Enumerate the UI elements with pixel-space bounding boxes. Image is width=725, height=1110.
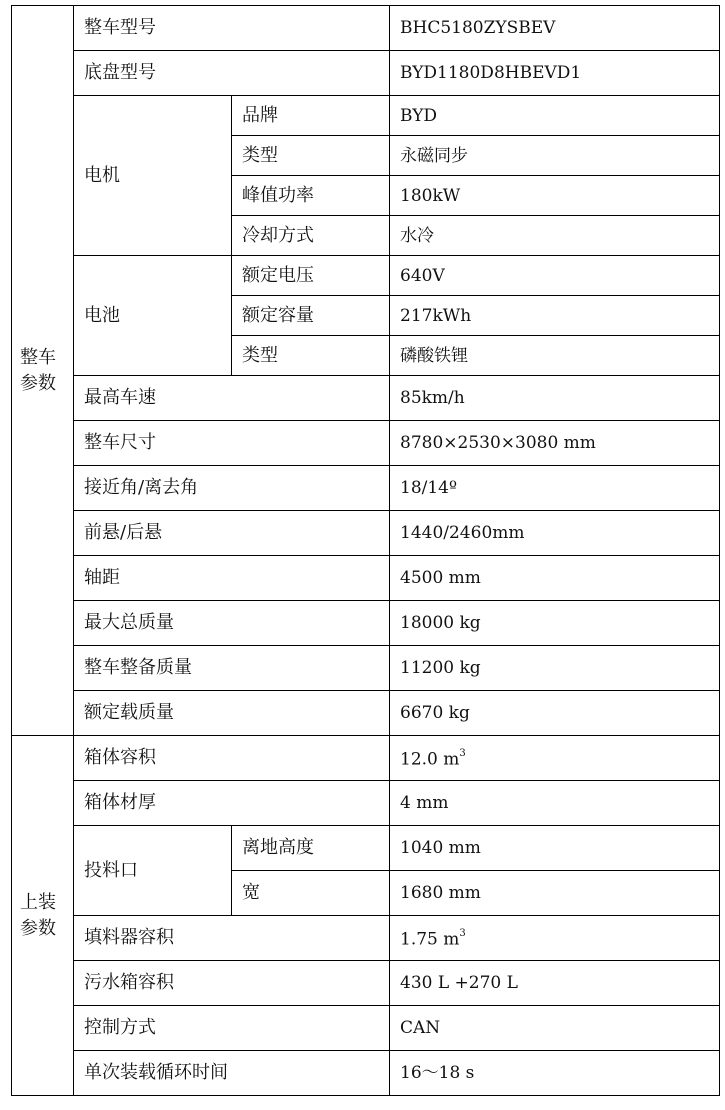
- superscript-3: 3: [459, 928, 466, 940]
- row-label-gross-mass: 最大总质量: [74, 601, 390, 646]
- row-label-model: 整车型号: [74, 6, 390, 51]
- row-label-battery: 电池: [74, 256, 232, 376]
- table-row: [12, 6, 720, 51]
- row-value-max-speed: 85km/h: [390, 376, 720, 421]
- row-value-box-volume: 12.0 $m^3$: [390, 736, 720, 781]
- row-value-sewage-tank: 430 L +270 L: [390, 961, 720, 1006]
- row-label-curb-mass: 整车整备质量: [74, 646, 390, 691]
- row-label-box-thickness: 箱体材厚: [74, 781, 390, 826]
- superscript-3: 3: [459, 748, 466, 760]
- row-label-rated-load: 额定载质量: [74, 691, 390, 736]
- row-value-battery-capacity: 217kWh: [390, 296, 720, 336]
- row-value-chassis: BYD1180D8HBEVD1: [390, 51, 720, 96]
- sub-label-motor-type: 类型: [232, 136, 390, 176]
- row-label-dimensions: 整车尺寸: [74, 421, 390, 466]
- row-value-motor-peak-power: 180kW: [390, 176, 720, 216]
- row-label-feed-port: 投料口: [74, 826, 232, 916]
- table-row: [12, 826, 720, 871]
- row-value-feed-port-width: 1680 mm: [390, 871, 720, 916]
- sub-label-battery-voltage: 额定电压: [232, 256, 390, 296]
- table-row: [12, 421, 720, 466]
- row-value-feed-port-height: 1040 mm: [390, 826, 720, 871]
- sub-label-feed-port-width: 宽: [232, 871, 390, 916]
- row-value-battery-voltage: 640V: [390, 256, 720, 296]
- sub-label-battery-capacity: 额定容量: [232, 296, 390, 336]
- group-vehicle-params: 整车参数: [12, 6, 74, 736]
- row-label-control: 控制方式: [74, 1006, 390, 1051]
- sub-label-motor-brand: 品牌: [232, 96, 390, 136]
- row-value-motor-brand: BYD: [390, 96, 720, 136]
- row-label-angles: 接近角/离去角: [74, 466, 390, 511]
- row-label-chassis: 底盘型号: [74, 51, 390, 96]
- row-value-curb-mass: 11200 kg: [390, 646, 720, 691]
- table-row: [12, 511, 720, 556]
- row-label-hopper-volume: 填料器容积: [74, 916, 390, 961]
- table-row: [12, 916, 720, 961]
- sub-label-battery-type: 类型: [232, 336, 390, 376]
- sub-label-feed-port-height: 离地高度: [232, 826, 390, 871]
- table-row: [12, 1051, 720, 1096]
- table-row: [12, 556, 720, 601]
- sub-label-motor-peak-power: 峰值功率: [232, 176, 390, 216]
- table-row: [12, 646, 720, 691]
- table-row: [12, 781, 720, 826]
- row-value-battery-type: 磷酸铁锂: [390, 336, 720, 376]
- row-value-motor-cooling: 水冷: [390, 216, 720, 256]
- row-label-box-volume: 箱体容积: [74, 736, 390, 781]
- row-value-dimensions: 8780×2530×3080 mm: [390, 421, 720, 466]
- row-label-cycle-time: 单次装载循环时间: [74, 1051, 390, 1096]
- row-value-cycle-time: 16～18 s: [390, 1051, 720, 1096]
- row-value-hopper-volume: 1.75 $m^3$: [390, 916, 720, 961]
- table-row: [12, 96, 720, 136]
- table-row: [12, 961, 720, 1006]
- row-value-model: BHC5180ZYSBEV: [390, 6, 720, 51]
- row-label-motor: 电机: [74, 96, 232, 256]
- row-label-max-speed: 最高车速: [74, 376, 390, 421]
- row-value-overhang: 1440/2460mm: [390, 511, 720, 556]
- table-row: [12, 51, 720, 96]
- row-label-wheelbase: 轴距: [74, 556, 390, 601]
- table-row: [12, 691, 720, 736]
- table-row: [12, 601, 720, 646]
- row-label-overhang: 前悬/后悬: [74, 511, 390, 556]
- row-value-wheelbase: 4500 mm: [390, 556, 720, 601]
- table-row: [12, 1006, 720, 1051]
- table-row: [12, 466, 720, 511]
- row-value-rated-load: 6670 kg: [390, 691, 720, 736]
- group-body-params: 上装参数: [12, 736, 74, 1096]
- row-value-gross-mass: 18000 kg: [390, 601, 720, 646]
- sub-label-motor-cooling: 冷却方式: [232, 216, 390, 256]
- row-value-angles: 18/14º: [390, 466, 720, 511]
- row-value-control: CAN: [390, 1006, 720, 1051]
- table-row: [12, 736, 720, 781]
- row-value-box-thickness: 4 mm: [390, 781, 720, 826]
- row-label-sewage-tank: 污水箱容积: [74, 961, 390, 1006]
- table-row: [12, 376, 720, 421]
- row-value-motor-type: 永磁同步: [390, 136, 720, 176]
- spec-table: [11, 5, 720, 1096]
- table-row: [12, 256, 720, 296]
